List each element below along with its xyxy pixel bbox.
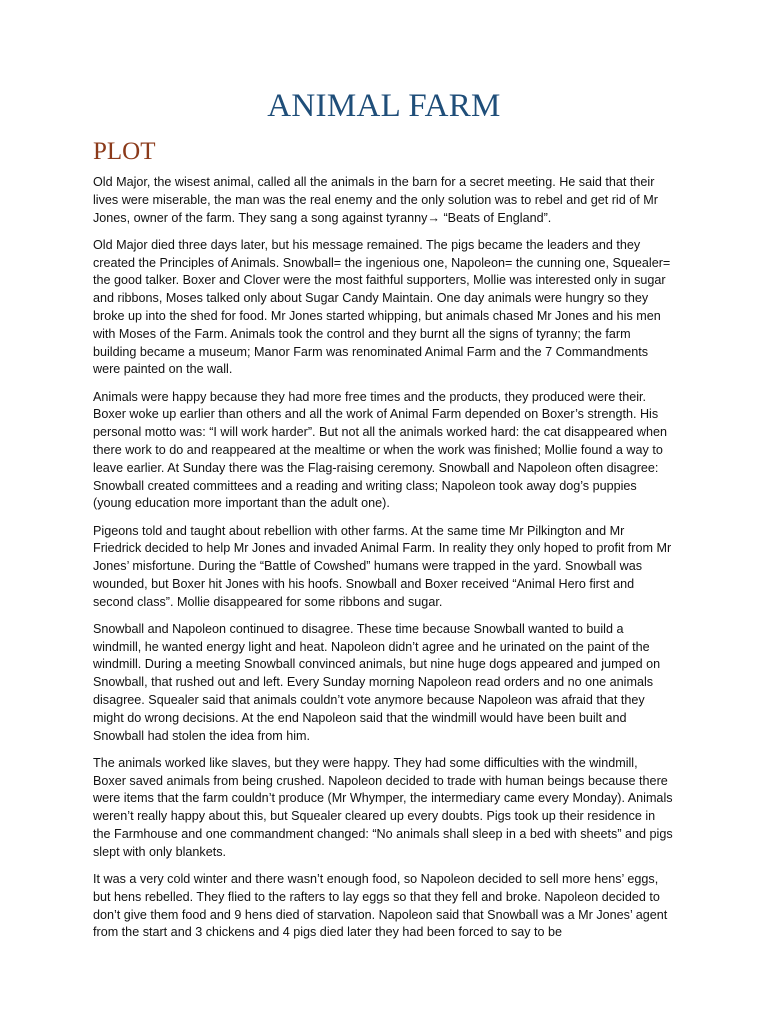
paragraph: Pigeons told and taught about rebellion with other farms. At the same time Mr Pilkington and Mr Friedrick decided to help Mr Jones and invaded Animal Farm. In reality they only hoped to profit from Mr Jones’ misfortune. During the “Battle of Cowshed” humans were trapped in the yard. Snowball was wounded, but Boxer hit Jones with his hoofs. Snowball and Boxer received “Animal Hero first and second class”. Mollie disappeared for some ribbons and sugar. [93, 523, 672, 609]
paragraph: Old Major died three days later, but his message remained. The pigs became the leaders and they created the Principles of Animals. Snowball= the ingenious one, Napoleon= the cunning one, Squealer= the good talker. Boxer and Clover were the most faithful supporters, Mollie was interested only in sugar and ribbons, Moses talked only about Sugar Candy Maintain. One day animals were hungry so they broke up into the shed for food. Mr Jones started whipping, but animals chased Mr Jones and his men with Moses of the Farm. Animals took the control and they burnt all the signs of tyranny; the farm building became a museum; Manor Farm was renominated Animal Farm and the 7 Commandments were painted on the wall. [93, 237, 671, 377]
paragraph: The animals worked like slaves, but they were happy. They had some difficulties with the windmill, Boxer saved animals from being crushed. Napoleon decided to trade with human beings because there were items that the farm couldn’t produce (Mr Whymper, the intermediary came every Monday). Animals weren’t really happy about this, but Squealer cleared up every doubts. Pigs took up their residence in the Farmhouse and one commandment changed: “No animals shall sleep in a bed with sheets” and pigs slept with only blankets. [93, 755, 673, 859]
document-title: ANIMAL FARM [267, 88, 501, 124]
paragraph: Animals were happy because they had more free times and the products, they produced were their. Boxer woke up earlier than others and all the work of Animal Farm depended on Boxer’s strength. His personal motto was: “I will work harder”. But not all the animals worked hard: the cat disappeared when there work to do and reappeared at the mealtime or when the work was finished; Mollie found a way to leave earlier. At Sunday there was the Flag-raising ceremony. Snowball and Napoleon often disagree: Snowball created committees and a reading and writing class; Napoleon took away dog’s puppies (young education more important than the adult one). [93, 389, 667, 511]
paragraph: It was a very cold winter and there wasn’t enough food, so Napoleon decided to sell more hens’ eggs, but hens rebelled. They flied to the rafters to lay eggs so that they fell and broke. Napoleon decided to don’t give them food and 9 hens died of starvation. Napoleon said that Snowball was a Mr Jones’ agent from the start and 3 chickens and 4 pigs died later they had been forced to say to be [93, 872, 668, 940]
paragraph: Old Major, the wisest animal, called all the animals in the barn for a secret meeting. He said that their lives were miserable, the man was the real enemy and the only solution was to rebel and get rid of Mr Jones, owner of the farm. They sang a song against tyranny→ “Beats of England”. [93, 175, 658, 225]
paragraph: Snowball and Napoleon continued to disagree. These time because Snowball wanted to build a windmill, he wanted energy light and heat. Napoleon didn’t agree and he urinated on the paint of the windmill. During a meeting Snowball convinced animals, but nine huge dogs appeared and jumped on Snowball, that rushed out and left. Every Sunday morning Napoleon read orders and no one animals disagree. Squealer said that animals couldn’t vote anymore because Napoleon was afraid that they might do wrong decisions. At the end Napoleon said that the windmill would have been built and Snowball had stolen the idea from him. [93, 621, 661, 743]
section-heading: PLOT [93, 138, 156, 165]
plot-body [93, 174, 673, 952]
